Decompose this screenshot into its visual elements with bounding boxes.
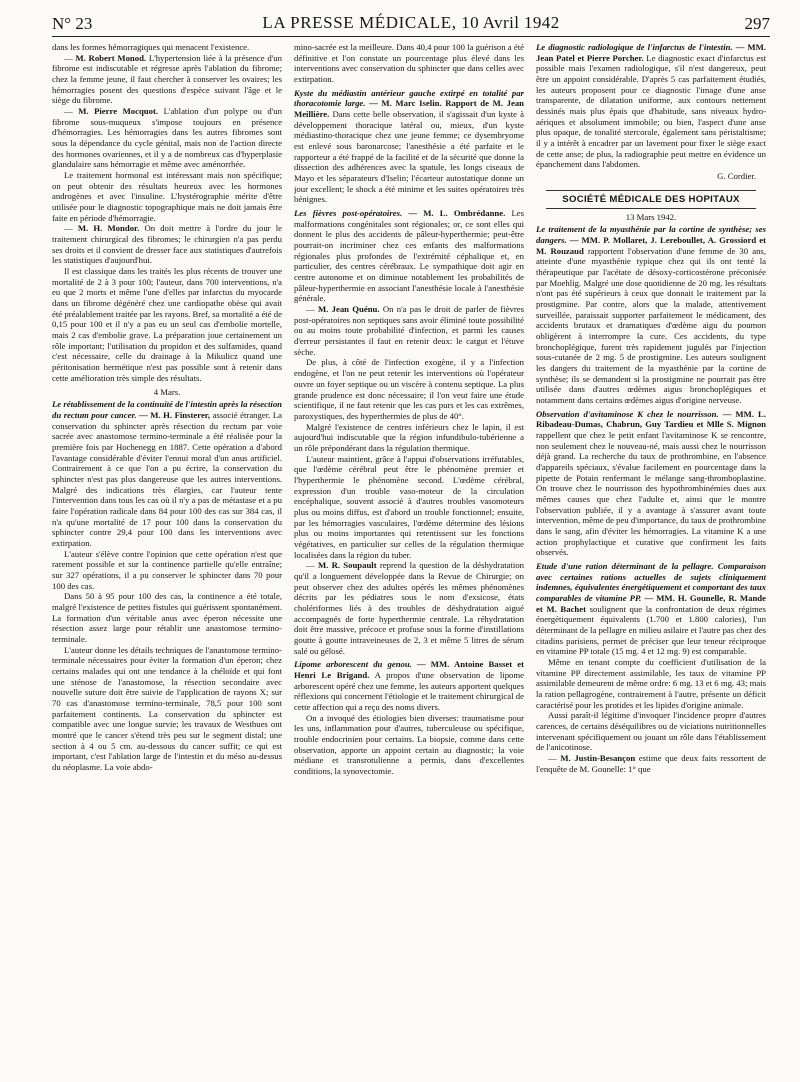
paragraph: L'auteur donne les détails techniques de l'anastomose termino-terminale nécessaires pour éviter la formation d'un éperon; chez certains malades qui ont une tendance à la chéloïde et qui font une sténose de l'anastomose, la résection secondaire avec nouvelle suture doit être suivie de l'application de rayons X; sur 70 cas d'anastomose termino-terminale, 78,5 pour 100 sont parfaitement continents. La conservation du sphincter est compatible avec une longue survie; les travaux de Westhues ont montré que le cancer s'étend très peu sur le segment distal; une section à 4 ou 5 cm. au-dessous du cancer suffit; ce qui est important, c'est l'ablation large de l'intestin et du méso au-dessus du néoplasme. La voie abdo- (52, 644, 282, 773)
paragraph: — M. R. Soupault reprend la question de la déshydratation qu'il a longuement développée dans la Revue de Chirurgie; on peut observer chez des adultes opérés les mêmes phénomènes décrits par les pédiatres sous le nom d'exsicose, états cholériformes liés à des troubles de déshydratation aigué accompagnés de forte hyperthermie centrale. La réhydratation doit être massive, précoce et profuse sous la forme d'instillations goutte à goutte intraveineuses de 2, 3 et même 5 litres de sérum salé ou gélosé. (294, 560, 524, 656)
paragraph: — M. Pierre Mocquot. L'ablation d'un polype ou d'un fibrome sous-muqueux s'impose toujours en présence d'hémorragies. Les hémorragies dans les autres fibromes sont sous la dépendance du cycle génital, mais non de l'action directe des hormones ovariennes, et il y a de nombreux cas d'hyperplasie glandulaire sans hémorragie et même avec aménorrhée. (52, 106, 282, 170)
article-body: soulignent que la confrontation de deux régimes énergétiquement équivalents (1.700 et 1.800 calories), l'un déterminant de la pellagre en milieu asilaire et l'autre pas chez des citadins parisiens, permet de préciser que leur teneur réciproque en vitamine PP totale (15 mg. 4 et 12 mg. 9) est comparable. (536, 603, 766, 657)
paragraph: De plus, à côté de l'infection exogène, il y a l'infection endogène, et l'on ne peut retenir les interventions où l'opérateur ouvre un foyer septique ou un viscère à contenu septique. La plus grande prudence est donc nécessaire; il l'on veut faire une étude scientifique, il ne faut retenir que les cas purs et les cas extrêmes, paroxystiques, des hyperthermies de plus de 40°. (294, 357, 524, 421)
page-number: 297 (744, 14, 770, 33)
article-title: Le rétablissement de la continuité de l'intestin après la résection du rectum pour cancer. (52, 399, 282, 420)
article-title: Le diagnostic radiologique de l'infarctus de l'intestin. (536, 42, 733, 52)
article-authors: — M. L. Ombrédanne. (408, 208, 506, 219)
society-heading: SOCIÉTÉ MÉDICALE DES HOPITAUX (546, 190, 756, 209)
article-authors: — MM. Jean Patel et Pierre Porcher. (536, 42, 766, 63)
paragraph-text: On n'a pas le droit de parler de fièvres post-opératoires non septiques sans avoir éliminé toute possibilité ou au moins toute probabilité d'infection, et parmi les causes d'erreur persistantes il faut en retenir deux: le catgut et l'étuve sèche. (294, 304, 524, 357)
paragraph: Dans 50 à 95 pour 100 des cas, la continence a été totale, malgré l'existence de petites fistules qui guérissent spontanément. La formation d'un véritable anus avec éperon nécessite une résection assez large pour rétablir une anastomose termino-terminale. (52, 591, 282, 644)
paragraph: — M. Justin-Besançon estime que deux faits ressortent de l'enquête de M. Gounelle: 1° que (536, 753, 766, 774)
speaker-name: M. Jean Quénu. (317, 304, 380, 315)
article-title: Le traitement de la myasthénie par la cortine de synthèse; ses dangers. (536, 224, 766, 245)
article-title: Kyste du médiastin antérieur gauche extirpé en totalité par thoracotomie large. (294, 87, 524, 109)
paragraph-text: L'hypertension liée à la présence d'un fibrome est indiscutable et régresse après l'ablation du fibrome; chez la femme jeune, il faut chercher à conserver les ovaires; les hémorragies posent des questions d'espèce suivant l'âge et le siège du fibrome. (52, 52, 282, 106)
column-1 (52, 42, 282, 1072)
speaker-name: M. R. Soupault (317, 560, 377, 571)
article-body: Le diagnostic exact d'infarctus est possible mais l'examen radiologique, s'il n'est dangereux, peut être un appoint considérable. D'après 5 cas parfaitement étudiés, les auteurs proposent pour ce diagnostic l'image d'une anse transparente, de dilatation uniforme, aux contours nettement dessinés mais plus épais que d'habitude, sans niveaux hydro-aériques et absolument immobile; ou bien, l'aspect d'une anse plus opaque, de tonalité stercorale, également sans péristaltisme; il y a intérêt à encadrer par un lavement pour fixer le siège exact de cette anse; de plus, la radiographie peut mettre en évidence un épanchement dans l'abdomen. (536, 52, 766, 170)
article-title: Observation d'avitaminose K chez le nourrisson. (536, 408, 719, 419)
paragraph: Même en tenant compte du coefficient d'utilisation de la vitamine PP directement assimilable, les taux de vitamine PP assimilable demeurent de même ordre: 6 mg. 13 et 6 mg. 43; mais la ration pellagrogène, contrairement à l'autre, présente un déficit caractérisé pour les protides et les lipides d'origine animale. (536, 657, 766, 710)
speaker-name: M. Justin-Besançon (560, 753, 636, 764)
paragraph-text: reprend la question de la déshydratation qu'il a longuement développée dans la Revue de Chirurgie; on peut observer chez des adultes opérés les mêmes phénomènes décrits par les pédiatres sous le nom d'exsicose, états cholériformes liés à des troubles de déshydratation aigué accompagnés de forte hyperthermie centrale. La réhydratation doit être massive, précoce et profuse sous la forme d'instillations goutte à goutte intraveineuses de 2, 3 et même 5 litres de sérum salé ou gélosé. (294, 560, 524, 656)
journal-title: LA PRESSE MÉDICALE, (262, 13, 457, 32)
article-body: rapportent l'observation d'une femme de 30 ans, atteinte d'une myasthénie typique chez qui ils ont tenté la thérapeutique par l'acétate de désoxy-corticostérone préconisée par Moehlig. Malgré une dose quotidienne de 20 mg. les résultats n'ont pas été supérieurs à ceux que donnait le traitement par la prostigmine. Par contre, alors que la malade, attentivement surveillée, paraissait supporter parfaitement le médicament, des accidents brutaux et dramatiques d'œdème aigu du poumon obligèrent à interrompre la cure. Ces accidents, du type bronchoplégique, furent très rapidement jugulés par l'injection sous-cutanée de 2 mg. 5 de prostigmine. Les auteurs soulignent les dangers du traitement de la myasthénie par la cortine de synthèse; ils se demandent si la prostigmine ne pourrait pas être utilisée dans d'autres œdèmes aigus bronchoplégiques et notamment dans certains œdèmes aigus d'origine nerveuse. (536, 245, 766, 405)
article-title: Lipome arborescent du genou. (294, 659, 412, 670)
article-body: Dans cette belle observation, il s'agissait d'un kyste à développement thoracique latéral ou, mieux, d'un kyste médiastino-thoracique chez une jeune femme; ce dysembryome est enlevé sous baronarcose; l'anesthésie a été parfaite et le rapporteur a été frappé de la facilité et de la sécurité que donne la dissection des adhérences avec la spatule, les longs ciseaux de Mayo et les séparateurs d'Iselin; l'écarteur autostatique donne un jour excellent; le shock a été minime et les suites opératoires très bénignes. (294, 109, 524, 205)
article-authors: — MM. P. Mollaret, J. Lereboullet, A. Grossiord et M. Rouzaud (536, 234, 766, 256)
article-body: A propos d'une observation de lipome arborescent opéré chez une femme, les auteurs apportent quelques réflexions qui concernent l'étiologie et le traitement chirurgical de cette affection qui a reçu des noms divers. (294, 669, 524, 712)
article-title: Etude d'une ration déterminant de la pellagre. Comparaison avec certaines rations actuelles de sujets cliniquement indemnes, équivalentes énergétiquement et comportant des taux comparables de vitamine PP. (536, 561, 766, 604)
column-3 (536, 42, 766, 1072)
paragraph-text: On doit mettre à l'ordre du jour le traitement chirurgical des fibromes; le chirurgien n'a pas perdu ses droits et il convient de dresser face aux statistiques d'autrefois les statistiques d'aujourd'hui. (52, 223, 282, 266)
article-body: Les malformations congénitales sont régionales; or, ce sont elles qui donnent le plus des accidents de pâleur-hyperthermie; peut-être pourrait-on incriminer chez ces enfants des malformations régionales plus profondes de l'extrémité céphalique et, en particulier, des centres cérébraux. Le sympathique doit agir en centre autonome et on diminue notablement les probabilités de pâleur-hyperthermie en associant l'anesthésie locale à l'anesthésie générale. (294, 208, 524, 304)
paragraph: Malgré l'existence de centres inférieurs chez le lapin, il est aujourd'hui indiscutable que la région infundibulo-tubérienne a un rôle prépondérant dans la régulation thermique. (294, 421, 524, 453)
paragraph: — M. Jean Quénu. On n'a pas le droit de parler de fièvres post-opératoires non septiques sans avoir éliminé toute possibilité ou au moins toute probabilité d'infection, et parmi les causes d'erreur persistantes il faut en retenir deux: le catgut et l'étuve sèche. (294, 304, 524, 357)
article-entry (536, 409, 766, 558)
paragraph: Aussi paraît-il légitime d'invoquer l'incidence propre d'autres carences, de certains déséquilibres ou de viciations nutritionnelles intervenant spécifiquement ou jouant un rôle dans l'établissement de l'anicotinose. (536, 710, 766, 753)
session-date: 4 Mars. (153, 386, 181, 397)
paragraph: — M. H. Mondor. On doit mettre à l'ordre du jour le traitement chirurgical des fibromes; le chirurgien n'a pas perdu ses droits et il convient de dresser face aux statistiques d'autrefois les statistiques d'aujourd'hui. (52, 223, 282, 266)
article-authors: — M. Marc Iselin. (369, 98, 442, 109)
article-entry (52, 399, 282, 548)
article-authors: — M. H. Finsterer, (139, 409, 211, 420)
article-body: associé étranger. La conservation du sphincter après résection du rectum par voie sacrée avec anastomose termino-terminale a été réalisée pour la première fois par Hochenegg en 1887. Cette opération a d'abord l'avantage considérable d'éviter l'ennui moral d'un anus artificiel. Contrairement à ce que l'on a pu écrire, la conservation du sphincter n'est pas plus dangereuse que les autres interventions. Malgré des indications très élargies, car l'auteur tente l'intervention dans tous les cas où il n'y a pas de métastase et a pu faire l'opération radicale dans 84 pour 100 des cas sur 384 cas, il n'a qu'une mortalité de 17 pour 100 dans la conservation du sphincter contre 29,4 pour 100 dans les interventions avec extirpation. (52, 409, 282, 548)
article-title: Les fièvres post-opératoires. (294, 208, 403, 219)
article-entry (536, 561, 766, 657)
paragraph-text: estime que deux faits ressortent de l'enquête de M. Gounelle: 1° que (536, 753, 766, 774)
issue-number: N° 23 (52, 14, 93, 33)
article-entry (294, 208, 524, 304)
column-2 (294, 42, 524, 1072)
article-authors: — MM. H. Gounelle, R. Mande et M. Bachet (536, 593, 766, 614)
paragraph: mino-sacrée est la meilleure. Dans 40,4 pour 100 la guérison a été définitive et l'on constate un pourcentage plus élevé dans les interventions avec conservation du sphincter que dans celles avec extirpation. (294, 42, 524, 85)
speaker-name: M. Robert Monod. (75, 52, 147, 63)
paragraph-text: L'ablation d'un polype ou d'un fibrome sous-muqueux s'impose toujours en présence d'hémorragies. Les hémorragies dans les autres fibromes sont sous la dépendance du cycle génital, mais non de l'action directe des hormones ovariennes, et il y a de nombreux cas d'hyperplasie glandulaire sans hémorragie et même avec aménorrhée. (52, 106, 282, 170)
paragraph: On a invoqué des étiologies bien diverses: traumatisme pour les uns, inflammation pour d'autres, tuberculeuse ou spécifique, trouble endocrinien pour certains. La biopsie, comme dans cette observation, apporte un appoint certain au diagnostic; la voie médiane et transrotulienne a permis, dans d'excellentes conditions, la synovectomie. (294, 712, 524, 777)
article-entry (294, 88, 524, 205)
paragraph: Le traitement hormonal est intéressant mais non spécifique; on peut obtenir des résultats heureux avec les hormones androgènes et avec l'insuline. L'hystérographie mérite d'être utilisée pour le diagnostic topographique mais ne doit jamais être faite en période d'hémorragie. (52, 170, 282, 223)
speaker-name: M. H. Mondor. (77, 223, 140, 234)
speaker-name: M. Pierre Mocquot. (78, 106, 159, 117)
society-date: 13 Mars 1942. (625, 211, 677, 222)
article-entry (536, 42, 766, 170)
journal-masthead (52, 13, 770, 33)
page-header (52, 12, 770, 37)
signature: G. Cordier. (717, 171, 756, 182)
paragraph: — M. Robert Monod. L'hypertension liée à la présence d'un fibrome est indiscutable et régresse après l'ablation du fibrome; chez la femme jeune, il faut chercher à conserver les ovaires; les hémorragies posent des questions d'espèce suivant l'âge et le siège du fibrome. (52, 52, 282, 106)
article-body: rappellent que chez le petit enfant l'avitaminose K se rencontre, non seulement chez le nouveau-né, mais aussi chez le nourrisson déjà grand. La recherche du taux de prothrombine, en l'absence d'appareils spéciaux, s'évalue facilement en pourcentage dans la pipette de Potain renfermant le mélange sang-thromboplastine. On trouve chez le nourrisson des hypothrombinémies dues aux mêmes causes que chez l'adulte et, ainsi que le montre l'observation publiée, il y a avantage à s'assurer avant toute intervention, même de peu d'importance, du taux de prothrombine dans le sang, afin d'éviter les hémorragies. La vitamine K a une action prophylactique et curative que confirment les faits observés. (536, 429, 766, 558)
paragraph: L'auteur s'élève contre l'opinion que cette opération n'est que rarement possible et sur la continence partielle qu'elle entraîne; sur 327 opérations, il a pu conserver le sphincter dans 70 pour 100 des cas. (52, 548, 282, 591)
article-entry (294, 659, 524, 712)
paragraph: dans les formes hémorragiques qui menacent l'existence. (52, 42, 250, 52)
issue-date: 10 Avril 1942 (461, 13, 560, 32)
paragraph: Il est classique dans les traités les plus récents de trouver une mortalité de 2 à 3 pour 100; l'auteur, dans 700 interventions, n'a eu que 2 morts et même l'une d'elles par infarctus du myocarde dans un fibrome dégénéré chez une cardiopathe obèse qui avait été préalablement traitée par les rayons. Bref, sa mortalité a été de 0,15 pour 100 et il n'y a pas eu un seul cas d'embolie mortelle, mais 2 cas d'embolie grave. La préparation joue certainement un rôle important; l'utilisation du propidon et des sulfamides, quand c'est nécessaire, celle du drainage à la Mikulicz quand une péritonisation hermétique n'est pas possible sont à retenir dans cette amélioration très simple des résultats. (52, 266, 282, 383)
article-rapport: Rapport de M. Jean Meillière. (294, 98, 524, 120)
paragraph: L'auteur maintient, grâce à l'appui d'observations irréfutables, que l'œdème cérébral peut être le phénomène premier et l'hyperthermie le phénomène second. L'œdème cérébral, expression d'un trouble vaso-moteur de la circulation encéphalique, souvent associé à d'autres troubles vasomoteurs plus ou moins diffus, est d'abord un trouble fonctionnel; ensuite, par les hémorragies vasculaires, l'œdème détermine des lésions plus ou moins importantes qui retentissent sur les fonctions végétatives, en particulier sur celles de la régulation thermique localisées dans la région du tuber. (294, 453, 524, 560)
article-entry (536, 224, 766, 405)
article-authors: — MM. L. Ribadeau-Dumas, Chabrun, Guy Tardieu et Mlle S. Mignon (536, 408, 766, 430)
article-authors: — MM. Antoine Basset et Henri Le Brigand. (294, 659, 524, 680)
